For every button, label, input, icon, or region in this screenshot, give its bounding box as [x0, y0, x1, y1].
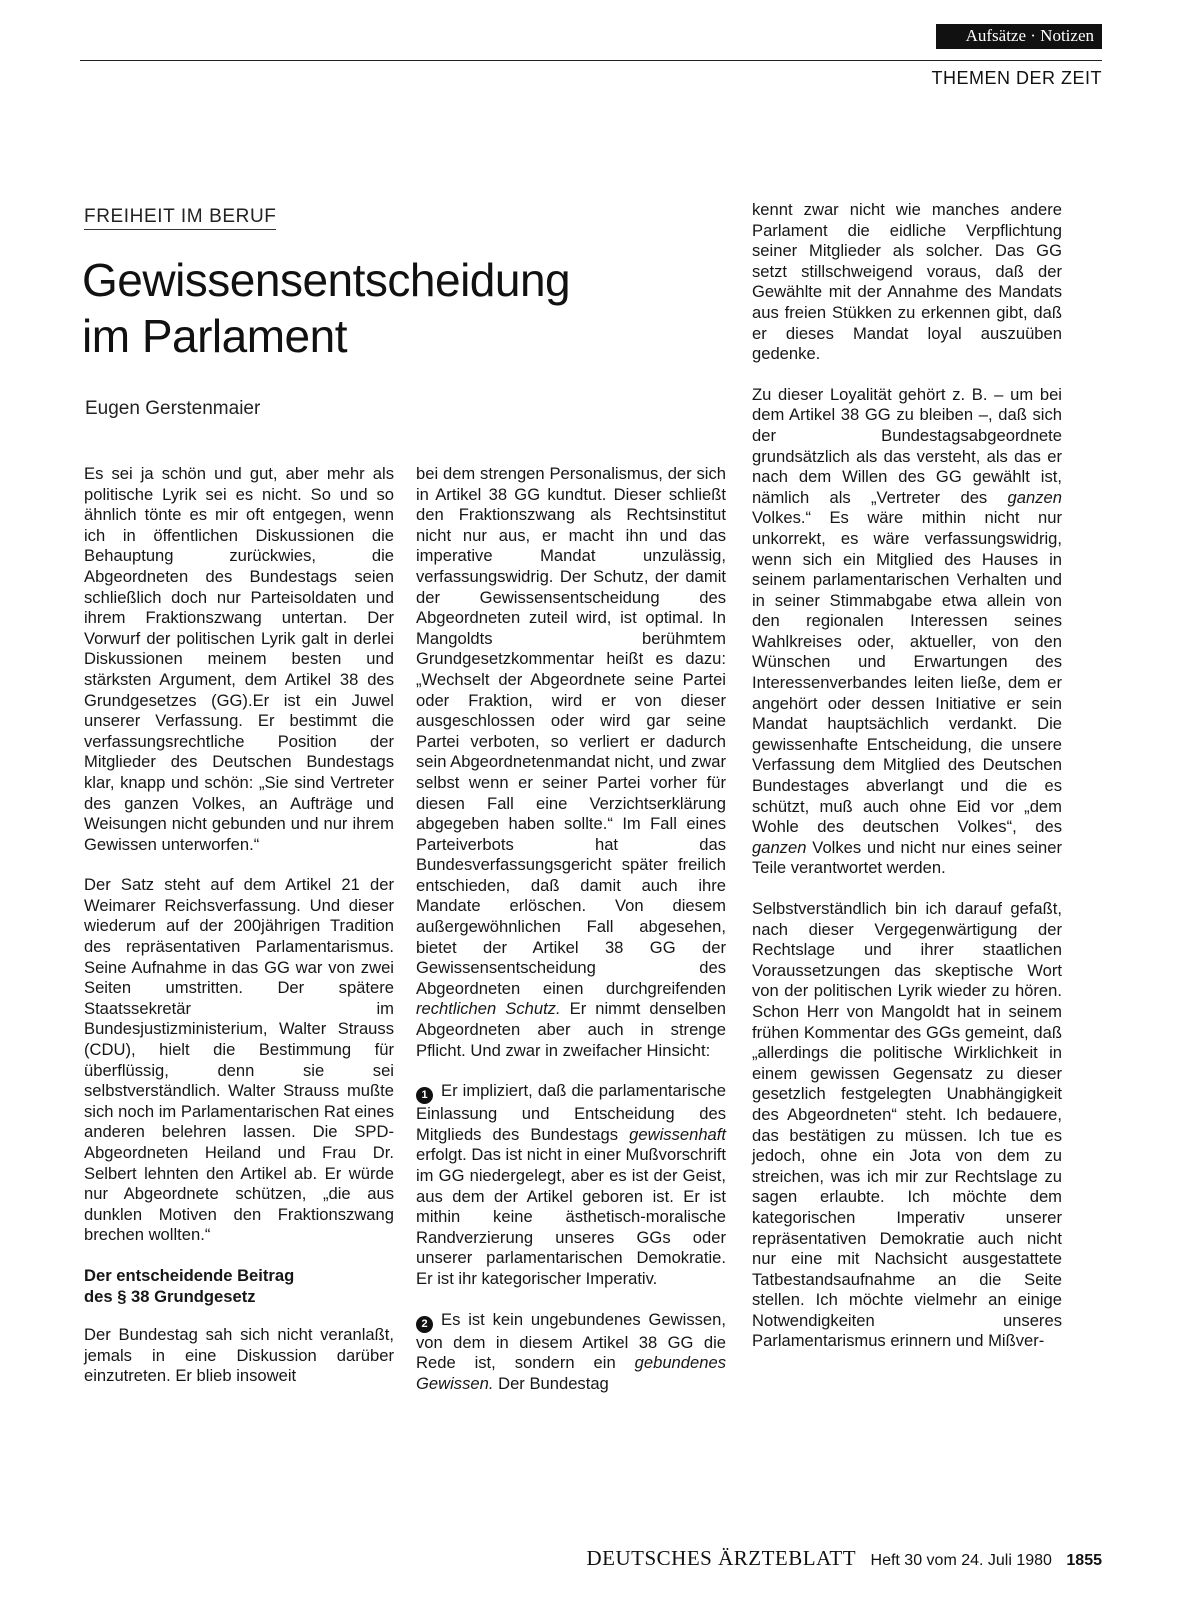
paragraph: Selbstverständlich bin ich darauf gefaßt, nach dieser Vergegenwärtigung der Rechtslage und ihrer staatlichen Voraussetzungen das skeptische Wort von der politischen Lyrik wieder zu hören. Schon Herr von Mangoldt hat in seinem frühen Kommentar des GGs gemeint, daß „allerdings die politische Wirklichkeit in einem gewissen Gegensatz zu dieser gesetzlich festgelegten Unabhängigkeit des Abgeordneten“ steht. Ich bedauere, das bestätigen zu müssen. Ich tue es jedoch, ohne ein Jota von dem zu streichen, was ich mir zur Rechtslage zu sagen erlaubte. Ich möchte dem kategorischen Imperativ unserer repräsentativen Demokratie auch nicht nur eine mit Nachsicht ausgestattete Tatbestandsaufnahme an die Seite stellen. Ich möchte vielmehr an einige Notwendigkeiten unseres Parlamentarismus erinnern und Mißver- — [752, 899, 1062, 1351]
page-footer — [586, 1546, 1102, 1571]
text-run: Volkes und nicht nur eines seiner Teile verantwortet werden. — [752, 837, 1062, 878]
subheading — [84, 1266, 394, 1307]
number-2-icon: 2 — [416, 1316, 433, 1333]
paragraph: Es sei ja schön und gut, aber mehr als politische Lyrik sei es nicht. So und so ähnlich tönte es mir oft entgegen, wenn ich in öffentlichen Diskussionen die Behauptung zurückwies, die Abgeordneten des Bundestags seien schließlich doch nur Parteisoldaten und ihrem Fraktionszwang untertan. Der Vorwurf der politischen Lyrik galt in derlei Diskussionen meinem besten und stärksten Argument, dem Artikel 38 des Grundgesetzes (GG).Er ist ein Juwel unserer Verfassung. Er bestimmt die verfassungsrechtliche Position der Mitglieder des Deutschen Bundestags klar, knapp und schön: „Sie sind Vertreter des ganzen Volkes, an Aufträge und Weisungen nicht gebunden und nur ihrem Gewissen unterworfen.“ — [84, 464, 394, 854]
journal-name: DEUTSCHES ÄRZTEBLATT — [586, 1546, 857, 1570]
section-name: THEMEN DER ZEIT — [931, 68, 1102, 88]
text-run: Zu dieser Loyalität gehört z. B. – um bei dem Artikel 38 GG zu bleiben –, daß sich der Bundestagsabgeordnete grundsätzlich als das versteht, als das er nach dem Willen des GG gewählt ist, nämlich als „Vertreter des — [752, 384, 1062, 507]
paragraph: Der Satz steht auf dem Artikel 21 der Weimarer Reichsverfassung. Und dieser wiederum auf der 200jährigen Tradition des repräsentativen Parlamentarismus. Seine Aufnahme in das GG war von zwei Seiten umstritten. Der spätere Staatssekretär im Bundesjustizministerium, Walter Strauss (CDU), hielt die Bestimmung für überflüssig, denn sie sei selbstverständlich. Walter Strauss mußte sich noch im Parlamentarischen Rat eines anderen belehren lassen. Die SPD-Abgeordneten Heiland und Frau Dr. Selbert lehnten den Artikel ab. Er würde nur Abgeordnete schützen, „die aus dunklen Motiven den Fraktionszwang brechen wollten.“ — [84, 875, 394, 1245]
text-run: bei dem strengen Personalismus, der sich in Artikel 38 GG kundtut. Dieser schließt den Fraktionszwang als Rechtsinstitut nicht nur aus, er macht ihn und das imperative Mandat unzulässig, verfassungswidrig. Der Schutz, der damit der Gewissensentscheidung des Abgeordneten zuteil wird, ist optimal. In Mangoldts berühmtem Grundgesetzkommentar heißt es dazu: „Wechselt der Abgeordnete seine Partei oder Fraktion, wird er von dieser ausgeschlossen oder wird gar seine Partei verboten, so verliert er dadurch sein Abgeordnetenmandat nicht, und zwar selbst wenn er seiner Partei vorher für diesen Fall eine Verzichtserklärung abgegeben haben sollte.“ Im Fall eines Parteiverbots hat das Bundesverfassungsgericht später freilich entschieden, daß damit auch ihre Mandate erlöschen. Von diesem außergewöhnlichen Fall abgesehen, bietet der Artikel 38 GG der Gewissensentscheidung des Abgeordneten einen durchgreifenden — [416, 464, 726, 998]
numbered-point-1 — [416, 1081, 726, 1289]
section-tag: Aufsätze · Notizen — [936, 24, 1102, 49]
emphasis: gebundenes Gewissen. — [416, 1353, 726, 1393]
header-rule — [80, 60, 1102, 61]
title-line-1: Gewissensentscheidung — [82, 254, 571, 306]
text-run: Volkes.“ Es wäre mithin nicht nur unkorrekt, es wäre verfassungswidrig, wenn sich ein Mitglied des Hauses in seinem parlamentarischen Verhalten und in seiner Stimmabgabe etwa allein von den regionalen Interessen seines Wahlkreises oder, aktueller, von den Wünschen und Erwartungen des Interessenverbandes leiten ließe, dem er angehört oder dessen Initiative er sein Mandat hauptsächlich verdankt. Die gewissenhafte Entscheidung, die unsere Verfassung dem Mitglied des Deutschen Bundestages abverlangt und die es schützt, muß auch ohne Eid vor „dem Wohle des deutschen Volkes“, des — [752, 508, 1062, 837]
article-kicker: FREIHEIT IM BERUF — [84, 207, 276, 230]
text-column-3 — [752, 200, 1062, 1352]
text-column-1 — [84, 464, 394, 1387]
text-run: Es ist kein ungebundenes Gewissen, von dem in diesem Artikel 38 GG die Rede ist, sondern ein — [416, 1309, 726, 1373]
article-title — [82, 252, 682, 364]
emphasis: rechtlichen Schutz. — [416, 999, 561, 1019]
title-line-2: im Parlament — [82, 310, 347, 362]
subheading-line-2: des § 38 Grundgesetz — [84, 1286, 256, 1306]
text-column-2 — [416, 464, 726, 1394]
text-run: Er impliziert, daß die parlamentarische Einlassung und Entscheidung des Mitglieds des Bundestags — [416, 1081, 726, 1144]
emphasis: ganzen — [752, 837, 807, 857]
number-1-icon: 1 — [416, 1087, 433, 1104]
page-number: 1855 — [1066, 1552, 1102, 1569]
subheading-line-1: Der entscheidende Beitrag — [84, 1265, 295, 1285]
numbered-point-2 — [416, 1310, 726, 1395]
text-run: Er nimmt denselben Abgeordneten aber auch in strenge Pflicht. Und zwar in zweifacher Hinsicht: — [416, 999, 726, 1060]
paragraph: Der Bundestag sah sich nicht veranlaßt, jemals in eine Diskussion darüber einzutreten. Er blieb insoweit — [84, 1325, 394, 1386]
issue-info: Heft 30 vom 24. Juli 1980 — [870, 1552, 1052, 1569]
paragraph: kennt zwar nicht wie manches andere Parlament die eidliche Verpflichtung seiner Mitglieder als solcher. Das GG setzt stillschweigend voraus, daß der Gewählte mit der Annahme des Mandats aus freien Stükken zu erkennen gibt, daß er dieses Mandat loyal auszuüben gedenke. — [752, 200, 1062, 364]
text-run: erfolgt. Das ist nicht in einer Mußvorschrift im GG niedergelegt, aber es ist der Geist, aus dem der Artikel geboren ist. Er ist mithin keine ästhetisch-moralische Randverzierung unseres GGs oder unserer parlamentarischen Demokratie. Er ist ihr kategorischer Imperativ. — [416, 1145, 726, 1288]
paragraph — [416, 464, 726, 1061]
emphasis: ganzen — [1007, 487, 1062, 507]
emphasis: gewissenhaft — [629, 1124, 726, 1144]
article-author: Eugen Gerstenmaier — [85, 398, 261, 419]
text-run: Der Bundestag — [498, 1373, 609, 1393]
paragraph — [752, 385, 1062, 879]
